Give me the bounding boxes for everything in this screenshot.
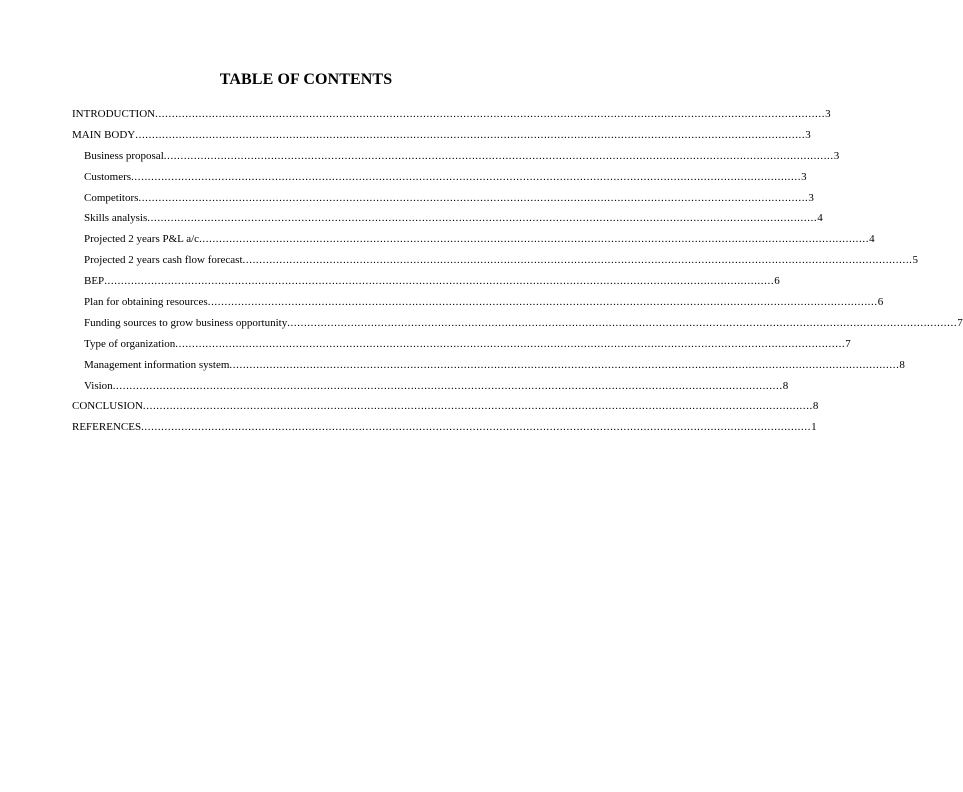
- dot-leader: ........................................................................................................................................................................................................: [147, 212, 818, 225]
- toc-page-number: 3: [808, 191, 814, 204]
- toc-entry-label[interactable]: Funding sources to grow business opportunity: [84, 316, 288, 329]
- toc-entry-mis[interactable]: [72, 355, 905, 376]
- toc-entry-references[interactable]: [72, 417, 817, 438]
- toc-page-number: 4: [817, 212, 823, 225]
- toc-page-number: 6: [877, 296, 884, 309]
- dot-leader: ........................................................................................................................................................................................................: [155, 108, 826, 120]
- toc-page-number: 1: [811, 421, 817, 434]
- toc-entry-label[interactable]: Customers: [84, 170, 132, 183]
- dot-leader: ........................................................................................................................................................................................................: [138, 191, 809, 204]
- dot-leader: ........................................................................................................................................................................................................: [242, 254, 913, 267]
- toc-entry-business-proposal[interactable]: [72, 146, 840, 167]
- toc-entry-label[interactable]: REFERENCES: [72, 421, 142, 434]
- toc-entry-label[interactable]: INTRODUCTION: [72, 108, 156, 120]
- dot-leader: ........................................................................................................................................................................................................: [207, 296, 878, 309]
- toc-entry-label[interactable]: Projected 2 years P&L a/c: [84, 233, 200, 246]
- toc-entry-label[interactable]: Projected 2 years cash flow forecast: [84, 254, 243, 267]
- toc-entry-competitors[interactable]: [72, 188, 814, 209]
- dot-leader: ........................................................................................................................................................................................................: [229, 358, 900, 371]
- toc-entry-label[interactable]: Type of organization: [84, 337, 176, 350]
- toc-entry-label[interactable]: MAIN BODY: [72, 128, 136, 141]
- toc-entry-customers[interactable]: [72, 167, 807, 188]
- toc-page-number: 3: [833, 149, 840, 162]
- toc-entry-funding-sources[interactable]: [72, 313, 963, 334]
- toc-page-number: 3: [801, 170, 807, 183]
- dot-leader: ........................................................................................................................................................................................................: [135, 128, 806, 141]
- toc-entry-label[interactable]: BEP: [84, 275, 105, 288]
- toc-page-number: 4: [869, 233, 875, 246]
- dot-leader: ........................................................................................................................................................................................................: [141, 421, 812, 434]
- dot-leader: ........................................................................................................................................................................................................: [175, 337, 846, 350]
- toc-page-number: 8: [812, 400, 819, 413]
- toc-entry-type-of-organization[interactable]: [72, 334, 851, 355]
- toc-entry-vision[interactable]: [72, 376, 789, 397]
- toc-entry-label[interactable]: CONCLUSION: [72, 400, 143, 413]
- toc-entry-bep[interactable]: [72, 271, 780, 292]
- toc-entry-label[interactable]: Business proposal: [84, 149, 164, 162]
- toc-page-number: 5: [912, 254, 919, 267]
- dot-leader: ........................................................................................................................................................................................................: [163, 149, 834, 162]
- dot-leader: ........................................................................................................................................................................................................: [104, 275, 775, 288]
- toc-entry-conclusion[interactable]: [72, 396, 819, 417]
- toc-page-number: 8: [782, 379, 789, 392]
- toc-entry-label[interactable]: Plan for obtaining resources: [84, 296, 208, 309]
- toc-page-number: 3: [825, 108, 831, 120]
- dot-leader: ........................................................................................................................................................................................................: [199, 233, 870, 246]
- toc-entry-label[interactable]: Management information system: [84, 358, 230, 371]
- toc-page-number: 8: [899, 358, 905, 371]
- dot-leader: ........................................................................................................................................................................................................: [287, 316, 958, 329]
- toc-entry-label[interactable]: Vision: [84, 379, 113, 392]
- dot-leader: ........................................................................................................................................................................................................: [142, 400, 813, 413]
- dot-leader: ........................................................................................................................................................................................................: [112, 379, 783, 392]
- toc-page-number: 3: [805, 128, 811, 141]
- toc-page-number: 6: [774, 275, 780, 288]
- toc-page-number: 7: [845, 337, 851, 350]
- toc-entry-projected-pl[interactable]: [72, 229, 875, 250]
- table-of-contents: [72, 104, 963, 438]
- toc-entry-plan-resources[interactable]: [72, 292, 884, 313]
- toc-page-number: 7: [957, 316, 963, 329]
- toc-entry-introduction[interactable]: [72, 104, 831, 125]
- page-title: TABLE OF CONTENTS: [219, 71, 393, 88]
- toc-entry-label[interactable]: Competitors: [84, 191, 139, 204]
- toc-entry-label[interactable]: Skills analysis: [84, 212, 148, 225]
- dot-leader: ........................................................................................................................................................................................................: [131, 170, 802, 183]
- toc-entry-skills-analysis[interactable]: [72, 208, 823, 229]
- toc-entry-cash-flow-forecast[interactable]: [72, 250, 919, 271]
- toc-entry-main-body[interactable]: [72, 125, 811, 146]
